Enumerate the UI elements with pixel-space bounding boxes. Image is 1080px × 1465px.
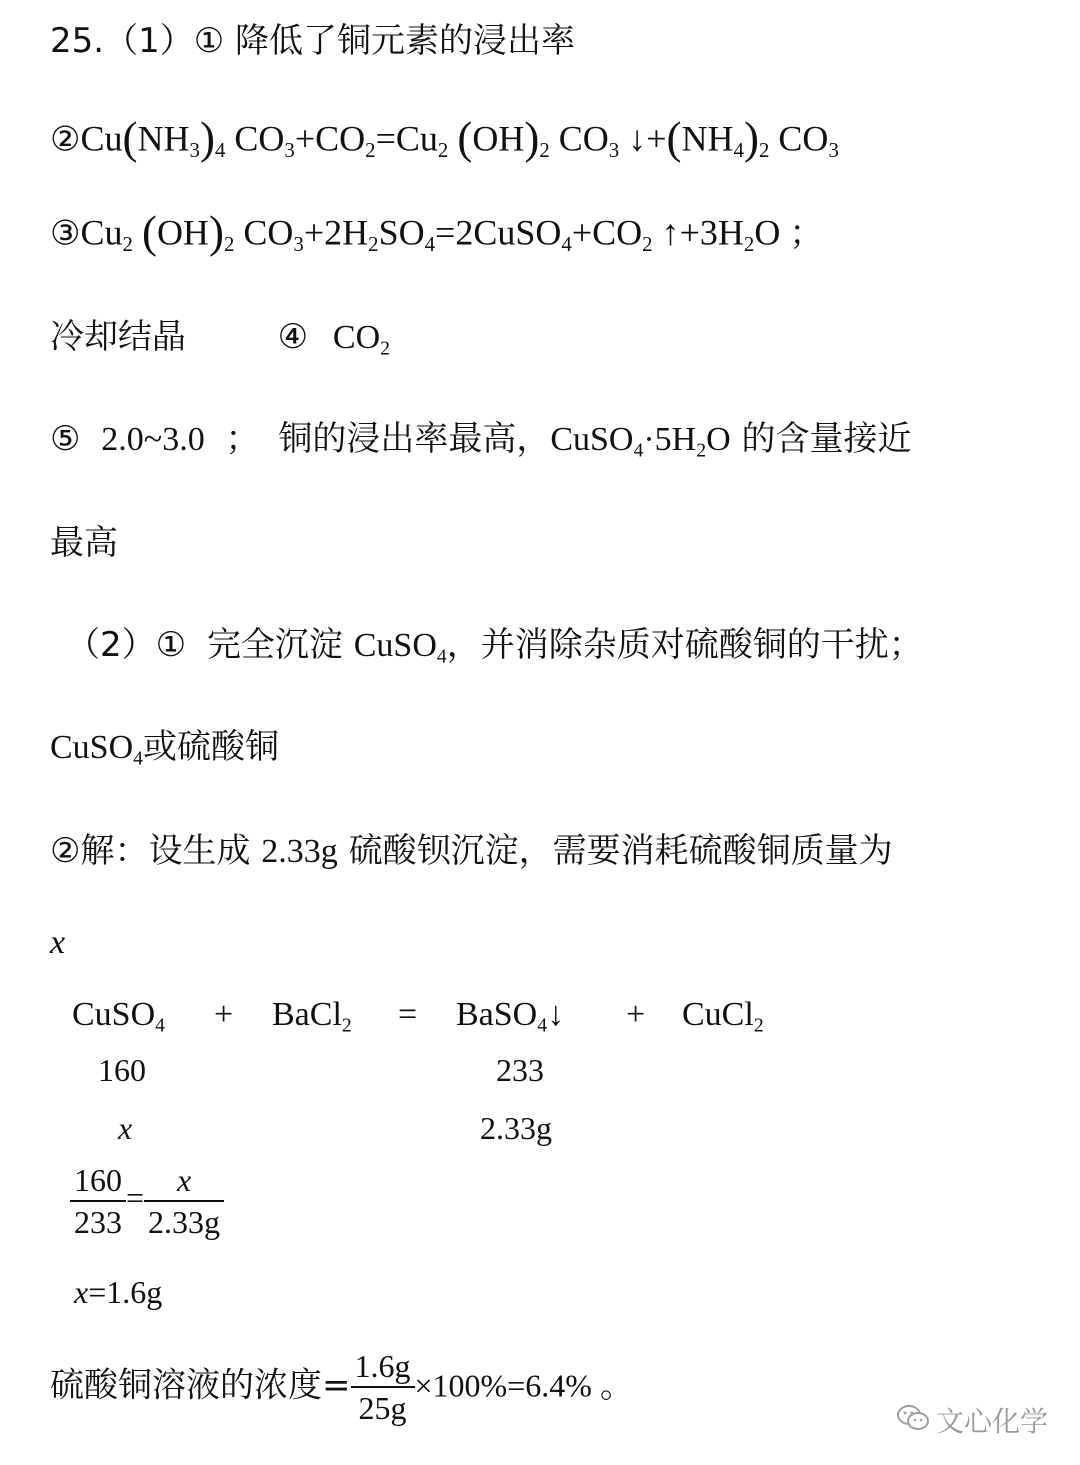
- watermark-text: 文心化学: [935, 1405, 1048, 1438]
- solution-setup: ②解：设生成 2.33g 硫酸钡沉淀，需要消耗硫酸铜质量为: [50, 831, 893, 871]
- molar-mass-cuso4: 160: [98, 1052, 146, 1088]
- part-2-answer: （2）① 完全沉淀 CuSO$_4$，并消除杂质对硫酸铜的干扰；: [66, 625, 923, 668]
- molar-mass-baso4: 233: [496, 1052, 544, 1088]
- proportion: $\frac{160}{233}$ = $\frac{x}{2.33g}$: [70, 1164, 224, 1238]
- reaction-reactant-2: BaCl$_2$: [272, 996, 352, 1037]
- fraction-left: $\frac{160}{233}$: [70, 1164, 126, 1238]
- circled-2: ②: [50, 119, 81, 160]
- watermark: [896, 1400, 1048, 1440]
- highest-text: 最高: [50, 523, 118, 563]
- ph-range-line: ⑤ 2.0~3.0 ； 铜的浸出率最高，$CuSO_4\cdot 5H_2O$ 的含量接近: [50, 419, 912, 462]
- result-x: x=1.6g: [74, 1274, 163, 1310]
- cooling-crystallization-line: 冷却结晶 ④ $CO_2$: [50, 317, 391, 360]
- reaction-plus-2: +: [626, 996, 646, 1033]
- answer-heading: 25.（1）① 降低了铜元素的浸出率: [50, 21, 575, 61]
- equation-2: $②Cu(NH_3)_4$ $CO_3+CO_2=Cu_2$ $(OH)_2$ $CO_3$ $↓+(NH_4)_2$ $CO_3$: [50, 113, 839, 163]
- reaction-product-1: BaSO$_4$↓: [456, 996, 565, 1037]
- concentration-line: 硫酸铜溶液的浓度= $\frac{1.6g}{25g}$ ×100%=6.4% 。: [50, 1348, 634, 1426]
- circled-3: ③: [50, 213, 81, 254]
- circled-4: ④: [277, 317, 309, 357]
- copper-sulfate-line: CuSO$_4$或硫酸铜: [50, 727, 279, 770]
- equation-3: $③Cu_2$ $(OH)_2$ $CO_3+2H_2SO_4=2CuSO_4+CO_2$ $↑+3H_2O$ ；: [50, 207, 824, 257]
- circled-5: ⑤: [50, 419, 81, 459]
- reaction-equals: =: [398, 996, 418, 1033]
- given-mass: 2.33g: [480, 1110, 552, 1146]
- fraction-right: $\frac{x}{2.33g}$: [144, 1164, 224, 1238]
- reaction-plus-1: +: [214, 996, 234, 1033]
- concentration-fraction: $\frac{1.6g}{25g}$: [351, 1350, 415, 1424]
- wechat-icon: [896, 1404, 930, 1436]
- unknown-x: x: [118, 1110, 133, 1146]
- reaction-product-2: CuCl$_2$: [682, 996, 764, 1037]
- reaction-reactant-1: CuSO$_4$: [72, 996, 165, 1037]
- variable-x: x: [50, 924, 66, 961]
